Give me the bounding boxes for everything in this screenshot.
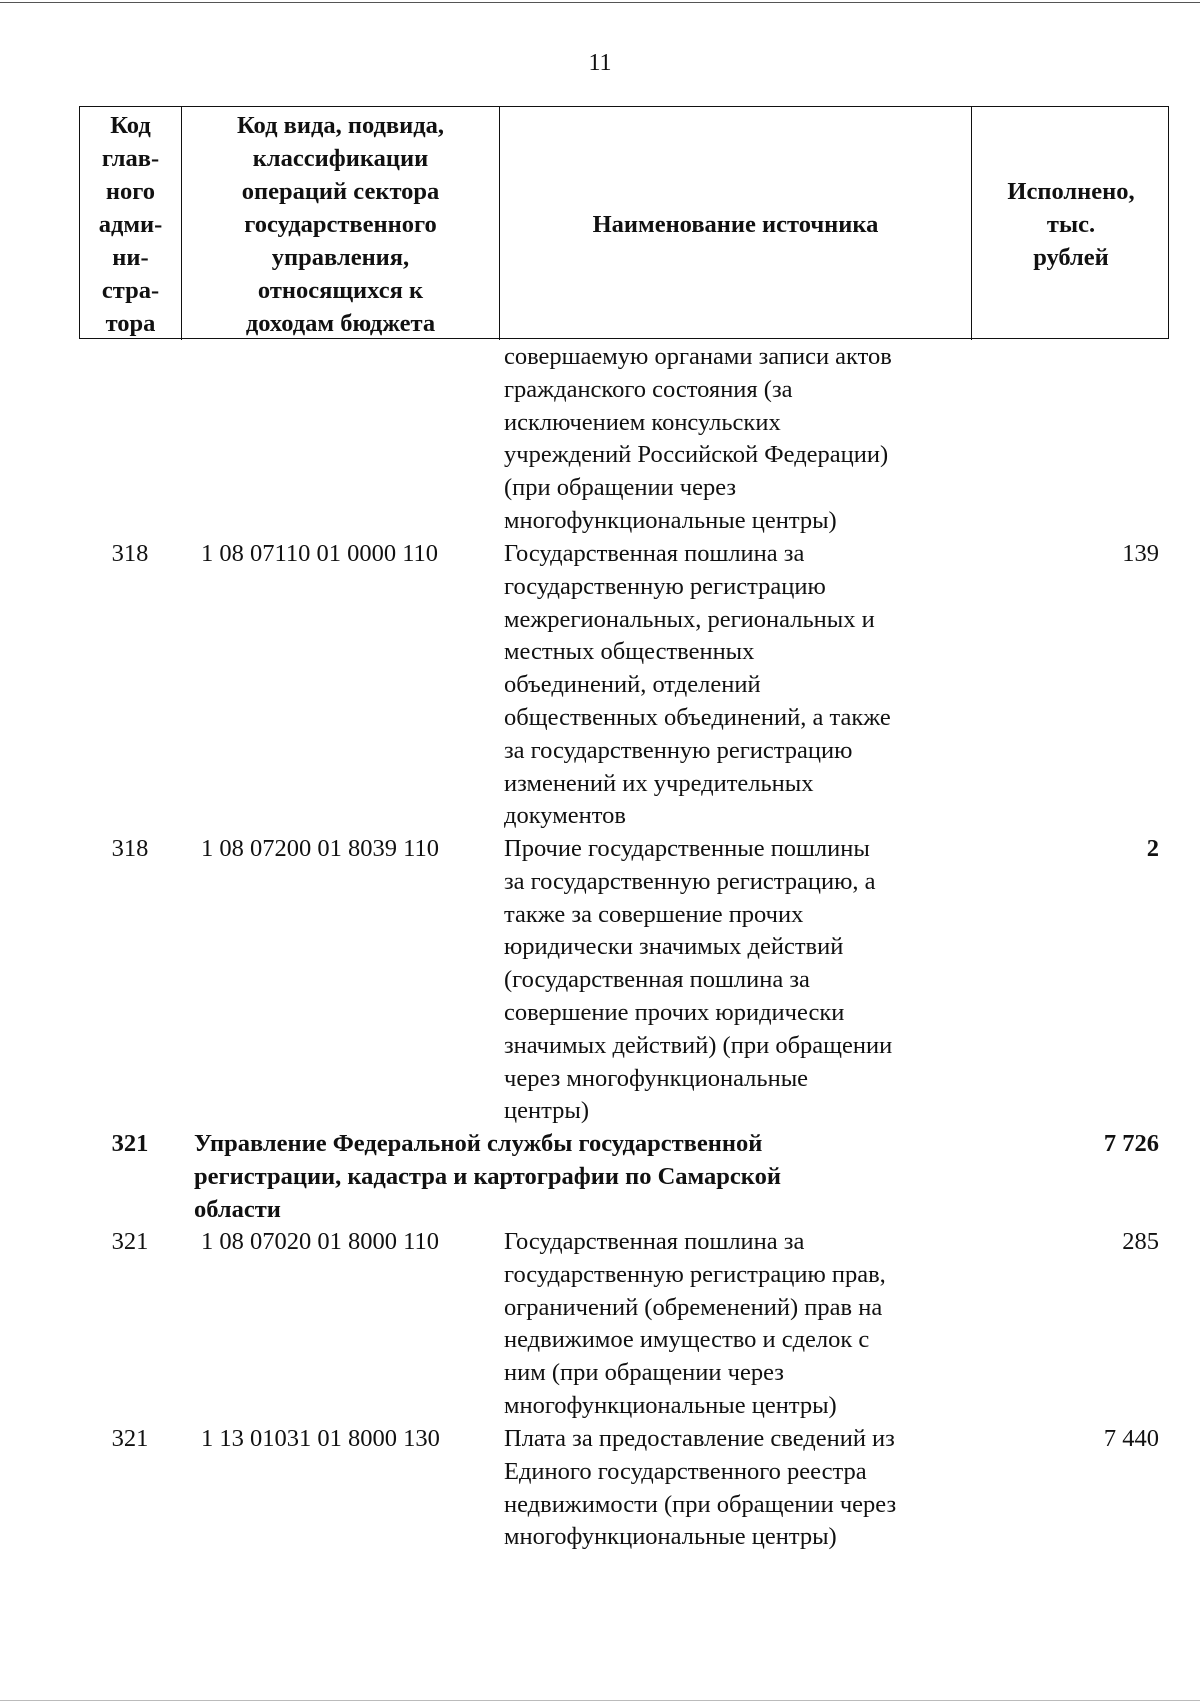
header-admin-code xyxy=(80,107,182,340)
admin-code: 321 xyxy=(111,1425,149,1452)
source-name: Государственная пошлина за государственную регистрацию прав, ограничений (обременений) прав на недвижимое имущество и сделок с ним (при обращении через многофункциональные центры) xyxy=(504,1228,886,1419)
classification-code: 1 08 07020 01 8000 110 xyxy=(201,1228,439,1255)
header-executed-amount-text: Исполнено, тыс. рублей xyxy=(1007,178,1135,271)
header-executed-amount xyxy=(972,107,1170,340)
classification-code: 1 08 07200 01 8039 110 xyxy=(201,835,439,862)
executed-amount: 139 xyxy=(1122,540,1159,567)
classification-code: 1 08 07110 01 0000 110 xyxy=(201,540,439,567)
source-name: Прочие государственные пошлины за государственную регистрацию, а также за совершение прочих юридически значимых действий (государственная пошлина за совершение прочих юридически значимых действий) (при обращении через многофункциональные центры) xyxy=(504,835,893,1125)
source-name: Государственная пошлина за государственную регистрацию межрегиональных, региональных и местных общественных объединений, отделений общественных объединений, а также за государственную регистрацию изменений их учредительных документов xyxy=(504,540,891,830)
source-name: совершаемую органами записи актов гражданского состояния (за исключением консульских учреждений Российской Федерации) (при обращении через многофункциональные центры) xyxy=(504,343,892,534)
scan-edge-line xyxy=(0,1700,1200,1701)
page-number: 11 xyxy=(588,50,612,76)
header-source-name: Наименование источника xyxy=(500,107,972,340)
header-admin-code-text: Код глав- ного адми- ни- стра- тора xyxy=(98,112,163,337)
executed-amount: 285 xyxy=(1122,1228,1159,1255)
source-name: Плата за предоставление сведений из Единого государственного реестра недвижимости (при обращении через многофункциональные центры) xyxy=(504,1425,897,1551)
executed-amount: 7 440 xyxy=(1103,1425,1159,1452)
executed-amount: 7 726 xyxy=(1103,1130,1159,1157)
admin-code: 321 xyxy=(111,1228,149,1255)
header-classification-code-text: Код вида, подвида, классификации операций сектора государственного управления, относящихся к доходам бюджета xyxy=(236,112,445,337)
admin-code: 321 xyxy=(111,1130,149,1157)
admin-code: 318 xyxy=(111,835,149,862)
admin-code: 318 xyxy=(111,540,149,567)
header-classification-code xyxy=(182,107,500,340)
scan-edge-line xyxy=(0,2,1200,3)
classification-code: 1 13 01031 01 8000 130 xyxy=(201,1425,440,1452)
table-header xyxy=(79,106,1169,339)
executed-amount: 2 xyxy=(1146,835,1159,862)
administrator-name: Управление Федеральной службы государственной регистрации, кадастра и картографии по Самарской области xyxy=(194,1130,781,1223)
